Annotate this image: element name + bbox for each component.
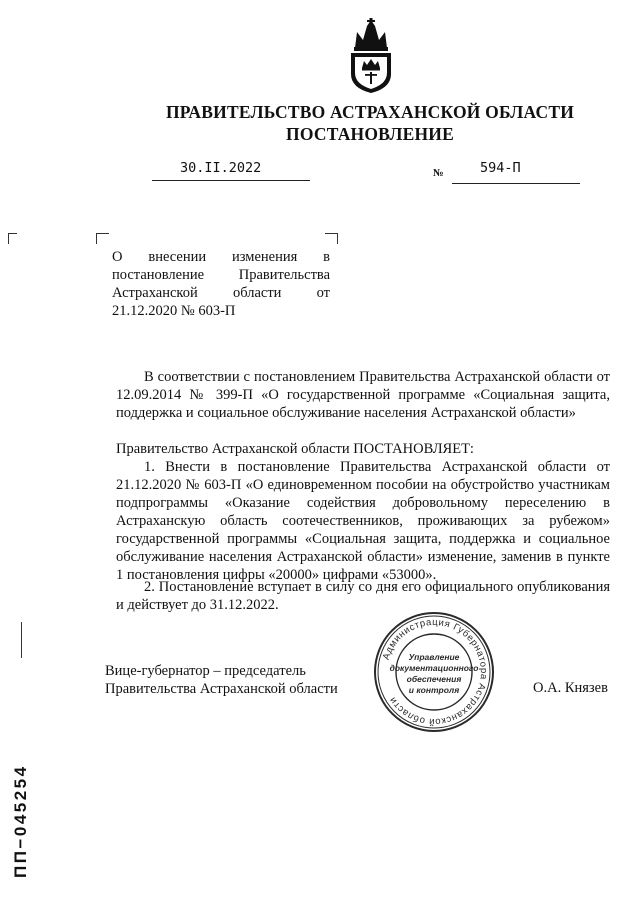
subject-corner-left — [96, 233, 109, 244]
resolution-item-1: 1. Внести в постановление Правительства Астраханской области от 21.12.2020 № 603-П «О единовременном пособии на обустройство участникам подпрограммы «Оказание содействия добровольному переселению в Астраханскую область соотечественников, проживающих за рубежом» государственной программы «Социальная защита, поддержка и социальное обслуживание населения Астраханской области» изменение, заменив в пункте 1 постановления цифры «20000» цифрами «53000». — [116, 459, 610, 583]
seal-ring-text: Администрация Губернатора Астраханской области — [380, 616, 490, 728]
document-number: 594-П — [480, 160, 521, 176]
seal-center-line-4: и контроля — [408, 685, 460, 695]
serial-number — [4, 720, 34, 880]
subject-corner-right — [325, 233, 338, 244]
resolves-paragraph: Правительство Астраханской области ПОСТАНОВЛЯЕТ: — [116, 441, 474, 457]
document-type: ПОСТАНОВЛЕНИЕ — [286, 124, 454, 144]
official-seal — [372, 610, 496, 734]
seal-center-line-2: документационного — [389, 663, 479, 673]
government-title: ПРАВИТЕЛЬСТВО АСТРАХАНСКОЙ ОБЛАСТИ — [165, 102, 575, 122]
margin-vertical-mark — [21, 622, 22, 658]
date-underline — [152, 180, 310, 181]
signatory-name: О.А. Князев — [533, 680, 608, 696]
resolution-item-2: 2. Постановление вступает в силу со дня его официального опубликования и действует до 31.12.2022. — [116, 579, 610, 613]
signatory-position — [105, 662, 338, 698]
number-sign: № — [433, 168, 444, 179]
seal-center-line-1: Управление — [408, 652, 460, 662]
document-date: 30.II.2022 — [180, 160, 262, 176]
astrakhan-coat-of-arms-icon — [345, 18, 397, 94]
signatory-position-line-1: Вице-губернатор – председатель — [105, 663, 306, 679]
serial-number-text: ПП−045254 — [11, 764, 30, 878]
number-underline — [452, 183, 580, 184]
document-subject: О внесении изменения в постановление Правительства Астраханской области от 21.12.2020 № 603-П — [112, 249, 330, 319]
margin-corner-mark — [8, 233, 17, 244]
preamble-paragraph: В соответствии с постановлением Правительства Астраханской области от 12.09.2014 № 399-П «О государственной программе «Социальная защита, поддержка и социальное обслуживание населения Астраханской области» — [116, 369, 610, 421]
seal-center-line-3: обеспечения — [406, 674, 462, 684]
signatory-position-line-2: Правительства Астраханской области — [105, 681, 338, 697]
